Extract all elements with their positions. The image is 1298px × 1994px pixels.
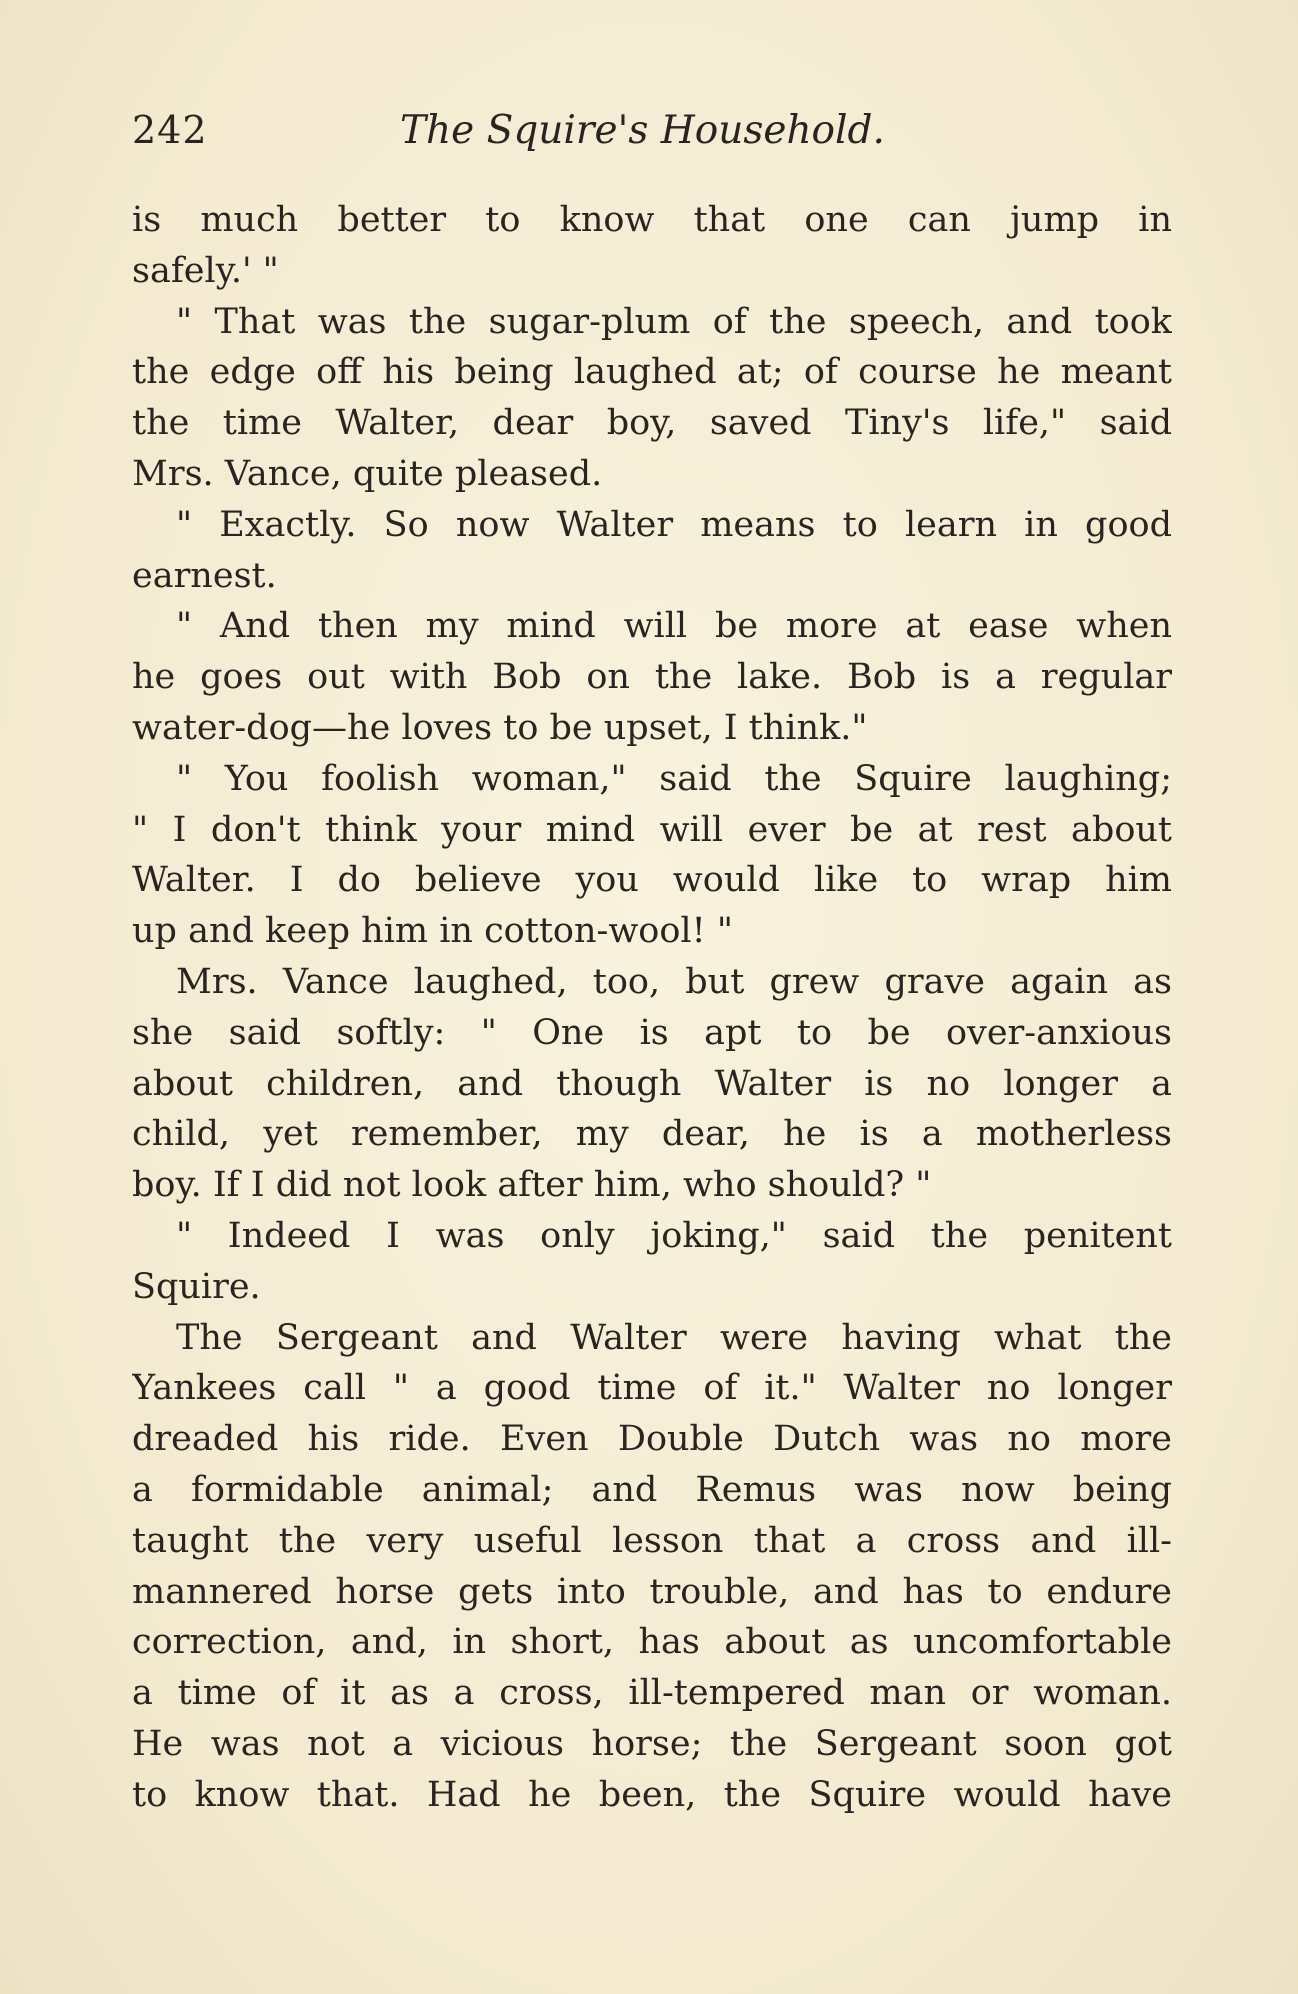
text-line: Squire. (132, 1266, 261, 1307)
running-title: The Squire's Household. (400, 108, 885, 153)
text-line: she said softly: " One is apt to be over-anxious (132, 1012, 1172, 1053)
text-line: a formidable animal; and Remus was now being (132, 1469, 1172, 1510)
text-line: the time Walter, dear boy, saved Tiny's life," said (132, 403, 1172, 444)
text-line: safely.' " (132, 250, 279, 291)
text-line: Yankees call " a good time of it." Walter no longer (132, 1368, 1172, 1409)
page-header (132, 108, 1172, 168)
text-line: " Exactly. So now Walter means to learn in good (176, 504, 1172, 545)
text-line: about children, and though Walter is no longer a (132, 1063, 1172, 1104)
text-line: is much better to know that one can jump in (132, 200, 1172, 240)
text-line: taught the very useful lesson that a cross and ill- (132, 1520, 1172, 1561)
text-line: The Sergeant and Walter were having what the (176, 1317, 1172, 1358)
text-line: " Indeed I was only joking," said the penitent (176, 1215, 1172, 1256)
text-line: the edge off his being laughed at; of course he meant (132, 352, 1172, 393)
text-line: Mrs. Vance, quite pleased. (132, 453, 603, 494)
text-line: dreaded his ride. Even Double Dutch was no more (132, 1419, 1172, 1460)
text-line: " You foolish woman," said the Squire laughing; (176, 758, 1172, 799)
text-line: earnest. (132, 555, 277, 596)
text-line: child, yet remember, my dear, he is a motherless (132, 1114, 1172, 1155)
text-line: up and keep him in cotton-wool! " (132, 911, 733, 952)
text-line: " And then my mind will be more at ease when (176, 606, 1172, 647)
text-line: boy. If I did not look after him, who should? " (132, 1165, 932, 1206)
text-line: he goes out with Bob on the lake. Bob is a regular (132, 657, 1172, 698)
text-line: mannered horse gets into trouble, and has to endure (132, 1571, 1172, 1612)
body-text (132, 195, 1172, 1821)
text-line: " I don't think your mind will ever be at rest about (132, 809, 1172, 850)
text-line: correction, and, in short, has about as uncomfortable (132, 1622, 1172, 1663)
text-line: a time of it as a cross, ill-tempered man or woman. (132, 1673, 1172, 1714)
text-line: to know that. Had he been, the Squire would have (132, 1774, 1172, 1815)
text-line: Mrs. Vance laughed, too, but grew grave again as (176, 961, 1172, 1002)
text-line: " That was the sugar-plum of the speech, and took (176, 301, 1172, 342)
text-line: He was not a vicious horse; the Sergeant soon got (132, 1723, 1172, 1764)
page-number: 242 (132, 108, 208, 152)
text-line: Walter. I do believe you would like to wrap him (132, 860, 1172, 901)
text-line: water-dog—he loves to be upset, I think." (132, 707, 868, 748)
